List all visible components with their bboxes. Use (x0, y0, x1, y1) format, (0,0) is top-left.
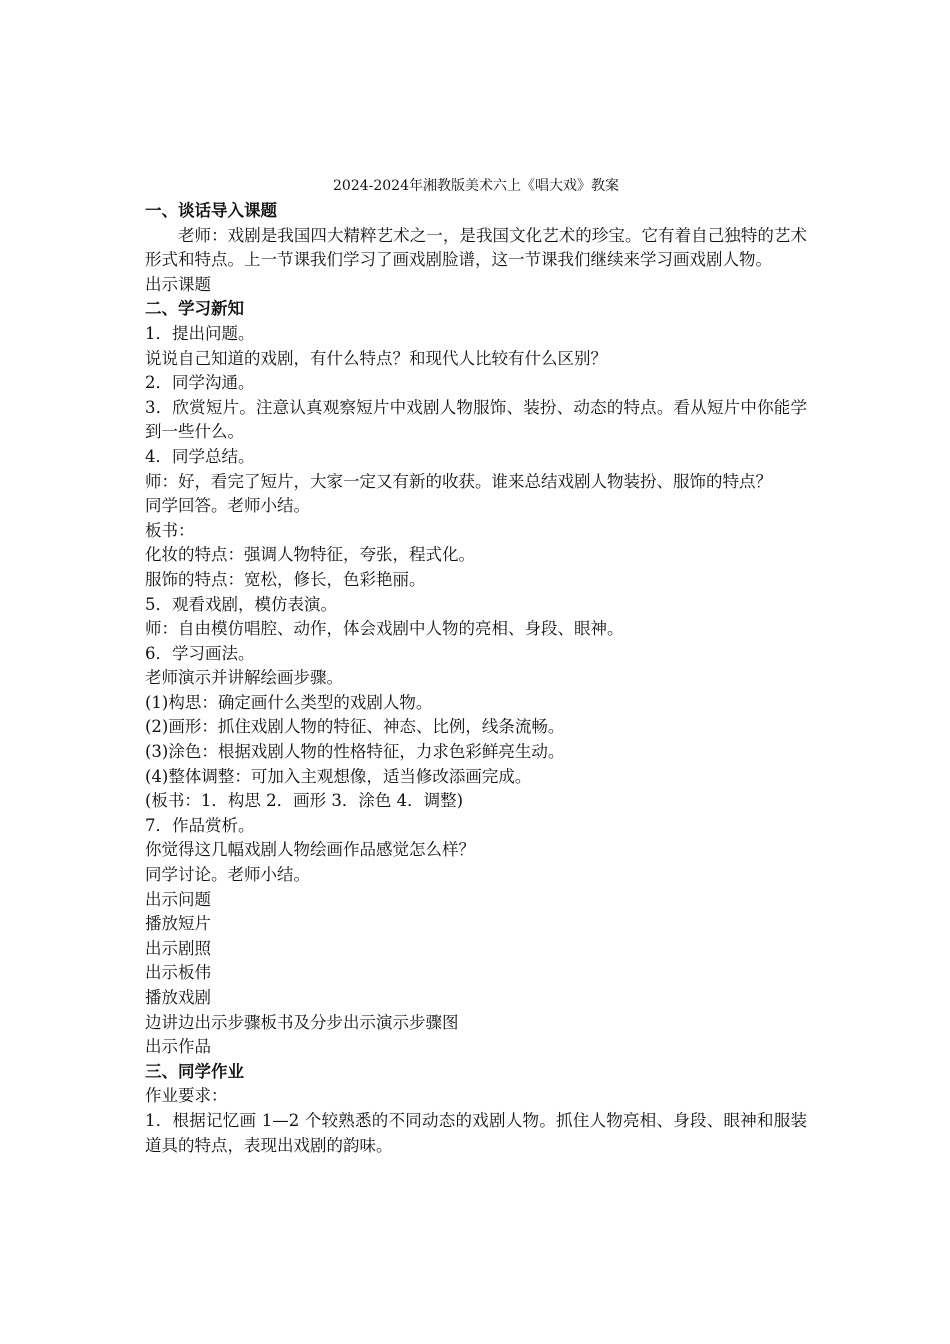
paragraph: (1)构思：确定画什么类型的戏剧人物。 (145, 692, 433, 712)
document-body (145, 175, 807, 1158)
paragraph: 3．欣赏短片。注意认真观察短片中戏剧人物服饰、装扮、动态的特点。看从短片中你能学到一些什么。 (145, 397, 807, 442)
paragraph: 师：好，看完了短片，大家一定又有新的收获。谁来总结戏剧人物装扮、服饰的特点？ (145, 471, 772, 491)
paragraph: 出示剧照 (145, 938, 211, 958)
paragraph: 2．同学沟通。 (145, 373, 255, 393)
document-title: 2024-2024年湘教版美术六上《唱大戏》教案 (333, 178, 619, 194)
paragraph: 师：自由模仿唱腔、动作，体会戏剧中人物的亮相、身段、眼神。 (145, 619, 624, 639)
paragraph: 出示课题 (145, 274, 211, 294)
section-heading: 一、谈话导入课题 (145, 201, 277, 220)
paragraph: 6．学习画法。 (145, 643, 255, 663)
paragraph: 你觉得这几幅戏剧人物绘画作品感觉怎么样？ (145, 840, 475, 860)
paragraph: 5．观看戏剧，模仿表演。 (145, 594, 337, 614)
paragraph: (3)涂色：根据戏剧人物的性格特征，力求色彩鲜亮生动。 (145, 742, 565, 762)
paragraph: 播放短片 (145, 914, 211, 934)
section-heading: 二、学习新知 (145, 299, 244, 319)
section-heading: 三、同学作业 (145, 1061, 244, 1081)
paragraph: 服饰的特点：宽松，修长，色彩艳丽。 (145, 569, 426, 589)
paragraph: (2)画形：抓住戏剧人物的特征、神态、比例，线条流畅。 (145, 717, 565, 737)
paragraph: (板书：1．构思 2．画形 3．涂色 4．调整) (145, 791, 464, 811)
paragraph: 出示作品 (145, 1037, 211, 1057)
paragraph: 老师：戏剧是我国四大精粹艺术之一，是我国文化艺术的珍宝。它有着自己独特的艺术形式和特点。上一节课我们学习了画戏剧脸谱，这一节课我们继续来学习画戏剧人物。 (145, 225, 807, 270)
paragraph: 4．同学总结。 (145, 446, 255, 466)
paragraph: (4)整体调整：可加入主观想像，适当修改添画完成。 (145, 766, 532, 786)
paragraph: 1．提出问题。 (145, 323, 255, 343)
paragraph: 出示问题 (145, 889, 211, 909)
paragraph: 说说自己知道的戏剧，有什么特点？和现代人比较有什么区别？ (145, 348, 607, 368)
paragraph: 播放戏剧 (145, 988, 211, 1007)
paragraph: 出示板伟 (145, 963, 211, 983)
paragraph: 老师演示并讲解绘画步骤。 (145, 668, 343, 688)
paragraph: 化妆的特点：强调人物特征，夸张，程式化。 (145, 545, 475, 565)
paragraph: 板书： (145, 520, 195, 540)
paragraph: 7．作品赏析。 (145, 815, 255, 835)
paragraph: 同学回答。老师小结。 (145, 496, 310, 516)
paragraph: 同学讨论。老师小结。 (145, 865, 310, 885)
paragraph: 1．根据记忆画 1—2 个较熟悉的不同动态的戏剧人物。抓住人物亮相、身段、眼神和服装道具的特点，表现出戏剧的韵味。 (145, 1110, 807, 1155)
document-blocks (145, 199, 807, 1158)
paragraph: 作业要求： (145, 1086, 228, 1106)
paragraph: 边讲边出示步骤板书及分步出示演示步骤图 (145, 1012, 459, 1032)
